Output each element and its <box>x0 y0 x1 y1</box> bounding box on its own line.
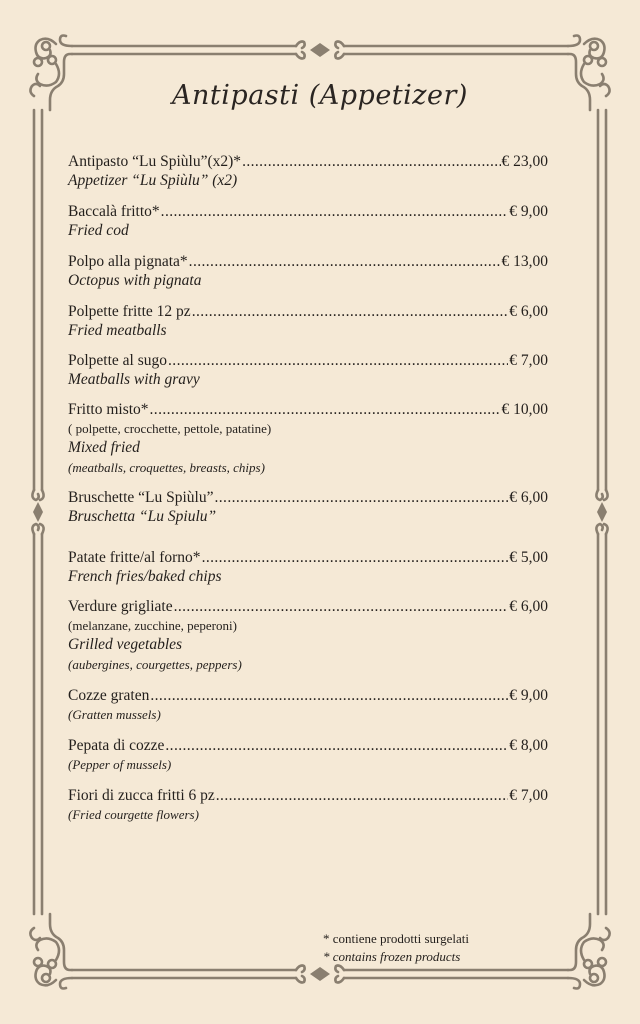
item-price: € 9,00 <box>509 687 548 704</box>
dot-leader <box>216 786 508 805</box>
dot-leader <box>215 488 509 507</box>
menu-item <box>68 548 548 587</box>
footnote-italian: * contiene prodotti surgelati <box>323 931 469 946</box>
item-name: Cozze graten <box>68 687 150 704</box>
menu-item <box>68 597 548 674</box>
item-price: € 7,00 <box>509 787 548 804</box>
item-name: Antipasto “Lu Spiùlu”(x2)* <box>68 153 242 170</box>
diamond-ornament-top <box>296 42 344 59</box>
item-price: € 6,00 <box>509 489 548 506</box>
diamond-ornament-right <box>596 490 607 534</box>
item-name: Pepata di cozze <box>68 737 165 754</box>
item-description: ( polpette, crocchette, pettole, patatine) <box>68 421 272 436</box>
item-name: Fiori di zucca fritti 6 pz <box>68 787 215 804</box>
menu-item <box>68 686 548 724</box>
menu-item <box>68 351 548 390</box>
dot-leader <box>150 686 508 705</box>
dot-leader <box>202 548 509 567</box>
menu-item <box>68 400 548 477</box>
item-price: € 5,00 <box>509 549 548 566</box>
menu-item <box>68 152 548 191</box>
item-translation: Appetizer “Lu Spiùlu” (x2) <box>68 172 238 189</box>
item-price: € 8,00 <box>509 737 548 754</box>
item-name: Polpo alla pignata* <box>68 253 188 270</box>
item-name: Patate fritte/al forno* <box>68 549 201 566</box>
item-translation: Meatballs with gravy <box>68 371 200 388</box>
diamond-ornament-bottom <box>296 966 344 983</box>
item-translation: Grilled vegetables <box>68 636 183 653</box>
item-name: Polpette al sugo <box>68 352 168 369</box>
item-price: € 23,00 <box>501 153 548 170</box>
item-description: (melanzane, zucchine, peperoni) <box>68 618 237 633</box>
page-title: Antipasti (Appetizer) <box>172 80 468 111</box>
item-name: Bruschette “Lu Spiùlu” <box>68 489 214 506</box>
item-translation-description: (aubergines, courgettes, peppers) <box>68 657 242 672</box>
item-name: Fritto misto* <box>68 401 149 418</box>
item-price: € 10,00 <box>501 401 548 418</box>
menu-item <box>68 302 548 341</box>
corner-ornament-bottom-left <box>30 928 72 989</box>
corner-ornament-bottom-right <box>568 928 610 989</box>
item-translation: Mixed fried <box>68 439 140 456</box>
dot-leader <box>150 400 501 419</box>
footnote-english: * contains frozen products <box>323 949 461 964</box>
menu-item <box>68 488 548 527</box>
dot-leader <box>242 152 500 171</box>
item-translation-description: (Gratten mussels) <box>68 707 161 722</box>
item-translation: Bruschetta “Lu Spiulu” <box>68 508 217 525</box>
item-translation-description: (Pepper of mussels) <box>68 757 172 772</box>
item-price: € 13,00 <box>501 253 548 270</box>
item-translation: Fried meatballs <box>68 322 167 339</box>
item-translation: Fried cod <box>68 222 129 239</box>
menu-item <box>68 252 548 291</box>
item-translation-description: (Fried courgette flowers) <box>68 807 199 822</box>
item-name: Polpette fritte 12 pz <box>68 303 191 320</box>
dot-leader <box>168 351 508 370</box>
dot-leader <box>174 597 509 616</box>
menu-item <box>68 736 548 774</box>
dot-leader <box>161 202 509 221</box>
item-name: Baccalà fritto* <box>68 203 160 220</box>
menu-item <box>68 786 548 824</box>
dot-leader <box>189 252 501 271</box>
item-price: € 6,00 <box>509 598 548 615</box>
dot-leader <box>192 302 509 321</box>
diamond-ornament-left <box>32 490 43 534</box>
menu-item <box>68 202 548 241</box>
item-translation: French fries/baked chips <box>68 568 222 585</box>
item-name: Verdure grigliate <box>68 598 173 615</box>
dot-leader <box>165 736 508 755</box>
item-price: € 6,00 <box>509 303 548 320</box>
item-translation: Octopus with pignata <box>68 272 202 289</box>
item-translation-description: (meatballs, croquettes, breasts, chips) <box>68 460 265 475</box>
item-price: € 9,00 <box>509 203 548 220</box>
item-price: € 7,00 <box>509 352 548 369</box>
